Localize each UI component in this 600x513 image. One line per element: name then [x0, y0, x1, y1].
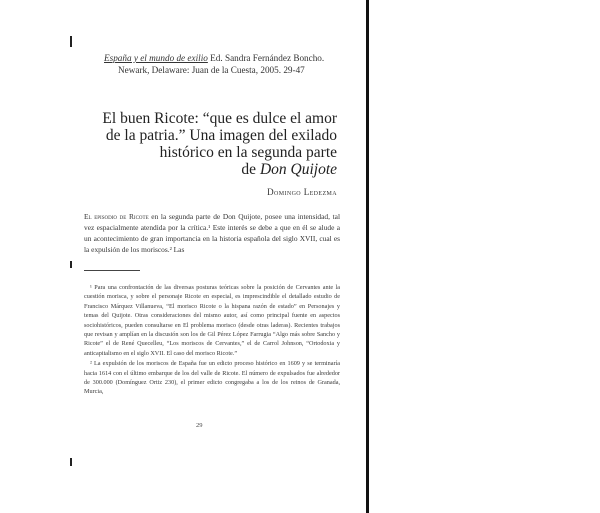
citation-line1: Ed. Sandra Fernández Boncho.: [210, 53, 325, 63]
source-title: España y el mundo de exilio: [104, 53, 208, 63]
footnote-separator: [84, 270, 140, 271]
margin-mark-top: [70, 36, 72, 47]
footnotes: [84, 283, 340, 398]
author-name: Domingo Ledezma: [267, 187, 337, 197]
body-paragraph: [84, 211, 340, 255]
footnote-1: ¹ Para una confrontación de las diversas posturas teóricas sobre la posición de Cervantes ante la cuestión morisca, y sobre el personaje Ricote en especial, es imprescindible el detallado estudio de Francisco Márquez Villanueva, “El morisco Ricote o la hispana razón de estado” en Personajes y temas del Quijote. Otras consideraciones del mismo autor, así como principal fuente en aspectos sociohistóricos, pueden consultarse en El problema morisco (desde otras laderas). Recientes trabajos que revisan y amplían en la discusión son los de Gil Pérez López Farrugia “Algo más sobre Sancho y Ricote” el de René Quecelleu, “Los moriscos de Cervantes,” el de Carrol Johnson, “Ortodoxia y anticapitalismo en el siglo XVII. El caso del morisco Ricote.”: [84, 284, 340, 357]
book-spine-shadow: [366, 0, 369, 513]
title-line-2: de la patria.” Una imagen del exilado: [105, 127, 337, 144]
header-citation: [104, 52, 336, 76]
title-line-4-prefix: de: [241, 161, 260, 178]
article-title: [80, 110, 337, 178]
footnote-2: ² La expulsión de los moriscos de España fue un edicto proceso histórico en 1609 y se terminaría hacia 1614 con el último embarque de los del valle de Ricote. El número de expulsados fue alrededor de 300.000 (Domínguez Ortiz 230), el primer edicto congregaba a los de los reinos de Granada, Murcia,: [84, 360, 340, 396]
title-line-3: histórico en la segunda parte: [159, 144, 337, 161]
title-line-4: [80, 161, 337, 178]
title-line-1: El buen Ricote: “que es dulce el amor: [102, 110, 337, 127]
margin-mark-bottom: [70, 458, 72, 466]
work-title: Don Quijote: [259, 161, 337, 178]
citation-line2: Newark, Delaware: Juan de la Cuesta, 2005. 29-47: [118, 65, 305, 75]
body-text: en la segunda parte de Don Quijote, posee una intensidad, tal vez espacialmente atendida por la crítica.¹ Este interés se debe a que en él se alude a un acontecimiento de gran importancia en la historia española del siglo XVII, cual es la expulsión de los moriscos.² Las: [84, 212, 340, 254]
body-lead: El episodio de Ricote: [84, 212, 149, 221]
page-number: 29: [196, 422, 203, 429]
margin-mark-middle: [70, 261, 72, 268]
